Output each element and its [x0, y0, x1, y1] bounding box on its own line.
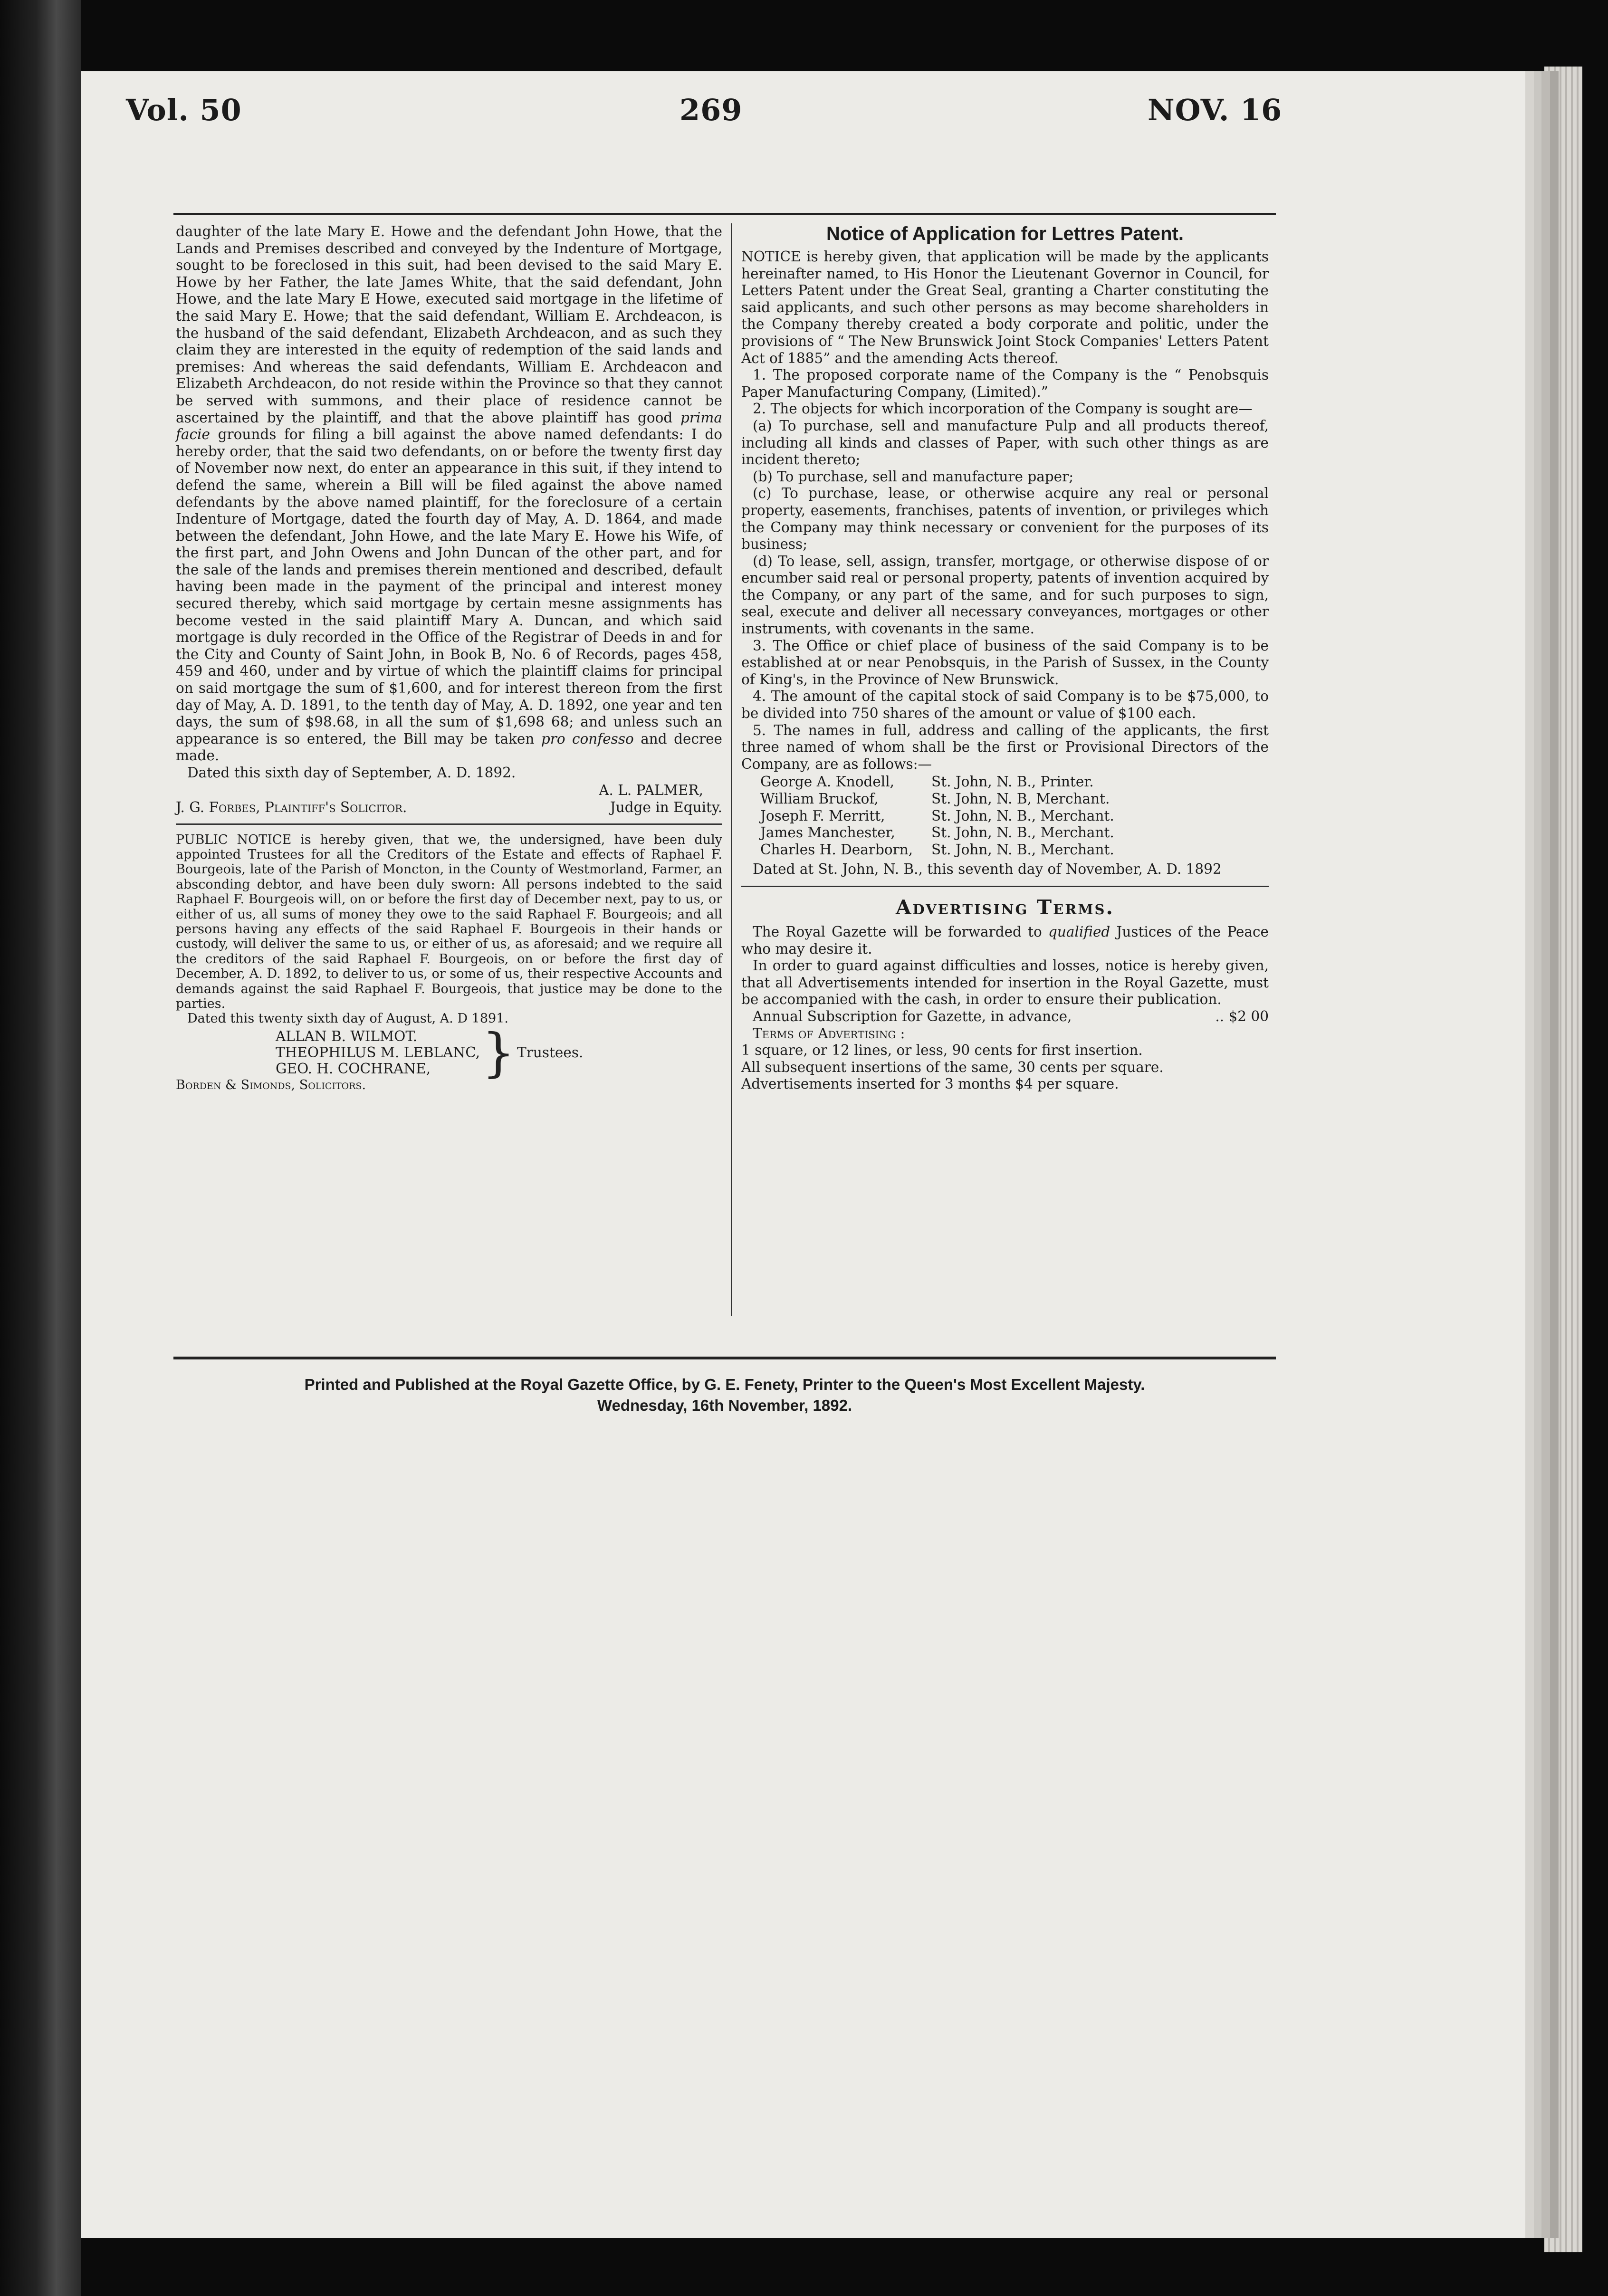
- header-rule: [173, 213, 1276, 215]
- directors-list: [760, 774, 1269, 858]
- patent-item-2: 2. The objects for which incorporation of the Company is sought are—: [753, 401, 1253, 417]
- trustees-label: Trustees.: [517, 1044, 584, 1061]
- patent-intro: NOTICE is hereby given, that application will be made by the applicants hereinafter named, to His Honor the Lieutenant Governor in Council, for Letters Patent under the Great Seal, granting a Charter constituting the said applicants, and such other persons as may become shareholders in the Company thereby created a body corporate and politic, under the provisions of “ The New Brunswick Joint Stock Companies' Letters Patent Act of 1885” and the amending Acts thereof.: [741, 249, 1269, 366]
- public-notice-dated: Dated this twenty sixth day of August, A. D 1891.: [187, 1011, 508, 1026]
- imprint-line: Printed and Published at the Royal Gazette Office, by G. E. Fenety, Printer to the Queen's Most Excellent Majesty.: [304, 1376, 1145, 1393]
- imprint-date: Wednesday, 16th November, 1892.: [597, 1397, 852, 1414]
- term-line: 1 square, or 12 lines, or less, 90 cents for first insertion.: [741, 1042, 1143, 1059]
- director-row: George A. Knodell, St. John, N. B., Printer.: [760, 774, 1094, 790]
- advertising-para-2: In order to guard against difficulties and losses, notice is hereby given, that all Advertisements intended for insertion in the Royal Gazette, must be accompanied with the cash, in order to ensure their publication.: [741, 957, 1269, 1008]
- section-rule: [176, 823, 722, 825]
- left-column: [176, 223, 722, 1092]
- patent-dated: Dated at St. John, N. B., this seventh day of November, A. D. 1892: [753, 861, 1222, 878]
- trustees-block: [276, 1022, 722, 1083]
- page-number: 269: [680, 93, 743, 127]
- patent-item-3: 3. The Office or chief place of business of the said Company is to be established at or near Penobsquis, in the Parish of Sussex, in the County of King's, in the Province of New Brunswick.: [741, 637, 1269, 688]
- director-row: William Bruckof, St. John, N. B, Merchant.: [760, 791, 1110, 807]
- director-row: Joseph F. Merritt, St. John, N. B., Merchant.: [760, 807, 1114, 824]
- solicitor-line: J. G. Forbes, Plaintiff's Solicitor. Judge in Equity.: [176, 799, 722, 815]
- column-divider: [731, 223, 732, 1316]
- public-notice-text: PUBLIC NOTICE is hereby given, that we, the undersigned, have been duly appointed Trustees for all the Creditors of the Estate and effects of Raphael F. Bourgeois, late of the Parish of Moncton, in the County of Westmorland, Farmer, an absconding debtor, and have been duly sworn: All persons indebted to the said Raphael F. Bourgeois will, on or before the first day of December next, pay to us, or either of us, all sums of money they owe to the said Raphael F. Bourgeois; and all persons having any effects of the said Raphael F. Bourgeois in their hands or custody, will deliver the same to us, or either of us, as aforesaid; and we require all the creditors of the said Raphael F. Bourgeois, on or before the first day of December, A. D. 1892, to deliver to us, or some of us, their respective Accounts and demands against the said Raphael F. Bourgeois, that justice may be done to the parties.: [176, 832, 722, 1012]
- trustee-name: GEO. H. COCHRANE,: [276, 1060, 431, 1077]
- equity-notice-dated: Dated this sixth day of September, A. D. 1892.: [187, 765, 516, 781]
- patent-object-a: (a) To purchase, sell and manufacture Pulp and all products thereof, including all kinds and classes of Paper, with such other things as are incident thereto;: [741, 417, 1269, 468]
- trustee-name: THEOPHILUS M. LEBLANC,: [276, 1044, 480, 1061]
- patent-item-1: 1. The proposed corporate name of the Company is the “ Penobsquis Paper Manufacturing Company, (Limited).”: [741, 367, 1269, 400]
- advertising-terms-title: Advertising Terms.: [895, 895, 1115, 919]
- equity-notice-text: daughter of the late Mary E. Howe and the defendant John Howe, that the Lands and Premises described and conveyed by the Indenture of Mortgage, sought to be foreclosed in this suit, had been devised to the said Mary E. Howe by her Father, the late James White, that the said defendant, John Howe, and the late Mary E Howe, executed said mortgage in the lifetime of the said Mary E. Howe; that the said defendant, William E. Archdeacon, is the husband of the said defendant, Elizabeth Archdeacon, and as such they claim they are interested in the equity of redemption of the said lands and premises: And whereas the said defendants, William E. Archdeacon and Elizabeth Archdeacon, do not reside within the Province so that they cannot be served with summons, and their place of residence cannot be ascertained by the plaintiff, and that the above plaintiff has good prima facie grounds for filing a bill against the above named defendants: I do hereby order, that the said two defendants, on or before the twenty first day of November now next, do enter an appearance in this suit, if they intend to defend the same, wherein a Bill will be filed against the above named defendants by the above named plaintiff, for the foreclosure of a certain Indenture of Mortgage, dated the fourth day of May, A. D. 1864, and made between the defendant, John Howe, and the late Mary E. Howe his Wife, of the first part, and John Owens and John Duncan of the other part, and for the sale of the lands and premises therein mentioned and described, default having been made in the payment of the principal and interest money secured thereby, which said mortgage by certain mesne assignments has become vested in the said plaintiff Mary A. Duncan, and which said mortgage is duly recorded in the Office of the Registrar of Deeds in and for the City and County of Saint John, in Book B, No. 6 of Records, pages 458, 459 and 460, under and by virtue of which the plaintiff claims for principal on said mortgage the sum of $1,600, and for interest thereon from the first day of May, A. D. 1891, to the tenth day of May, A. D. 1892, one year and ten days, the sum of $98.68, in all the sum of $1,698 68; and unless such an appearance is so entered, the Bill may be taken pro confesso and decree made.: [176, 223, 722, 764]
- subscription-line: Annual Subscription for Gazette, in advance, .. $2 00: [753, 1008, 1269, 1024]
- issue-date: NOV. 16: [1148, 93, 1283, 127]
- terms-label: Terms of Advertising :: [753, 1025, 905, 1042]
- patent-object-c: (c) To purchase, lease, or otherwise acquire any real or personal property, easements, franchises, patents of invention, or privileges which the Company may think necessary or convenient for the purposes of its business;: [741, 485, 1269, 553]
- imprint-footer: [173, 1374, 1276, 1416]
- judge-signature: A. L. PALMER,: [599, 782, 703, 798]
- footer-rule: [173, 1357, 1276, 1359]
- term-line: Advertisements inserted for 3 months $4 per square.: [741, 1076, 1119, 1092]
- page-edges: [1544, 67, 1582, 2252]
- patent-notice-title: Notice of Application for Lettres Patent.: [826, 223, 1184, 244]
- volume-label: Vol. 50: [126, 93, 242, 127]
- director-row: James Manchester, St. John, N. B., Merchant.: [760, 824, 1114, 841]
- patent-item-5: 5. The names in full, address and calling of the applicants, the first three named of whom shall be the first or Provisional Directors of the Company, are as follows:—: [741, 722, 1269, 772]
- advertising-para-1: The Royal Gazette will be forwarded to qualified Justices of the Peace who may desire it.: [741, 923, 1269, 957]
- trustee-name: ALLAN B. WILMOT.: [276, 1028, 418, 1044]
- brace-glyph: }: [482, 1022, 516, 1083]
- term-line: All subsequent insertions of the same, 30 cents per square.: [741, 1059, 1164, 1075]
- solicitors-line: Borden & Simonds, Solicitors.: [176, 1077, 366, 1092]
- right-column: [741, 223, 1269, 1093]
- patent-object-d: (d) To lease, sell, assign, transfer, mortgage, or otherwise dispose of or encumber said real or personal property, patents of invention acquired by the Company, or any part of the same, and for such purposes to sign, seal, execute and deliver all necessary conveyances, mortgages or other instruments, with covenants in the same.: [741, 553, 1269, 637]
- book-spine-shadow: [0, 0, 81, 2296]
- patent-item-4: 4. The amount of the capital stock of said Company is to be $75,000, to be divided into 750 shares of the amount or value of $100 each.: [741, 688, 1269, 722]
- section-rule: [741, 886, 1269, 887]
- patent-object-b: (b) To purchase, sell and manufacture paper;: [753, 468, 1074, 485]
- director-row: Charles H. Dearborn, St. John, N. B., Merchant.: [760, 841, 1114, 858]
